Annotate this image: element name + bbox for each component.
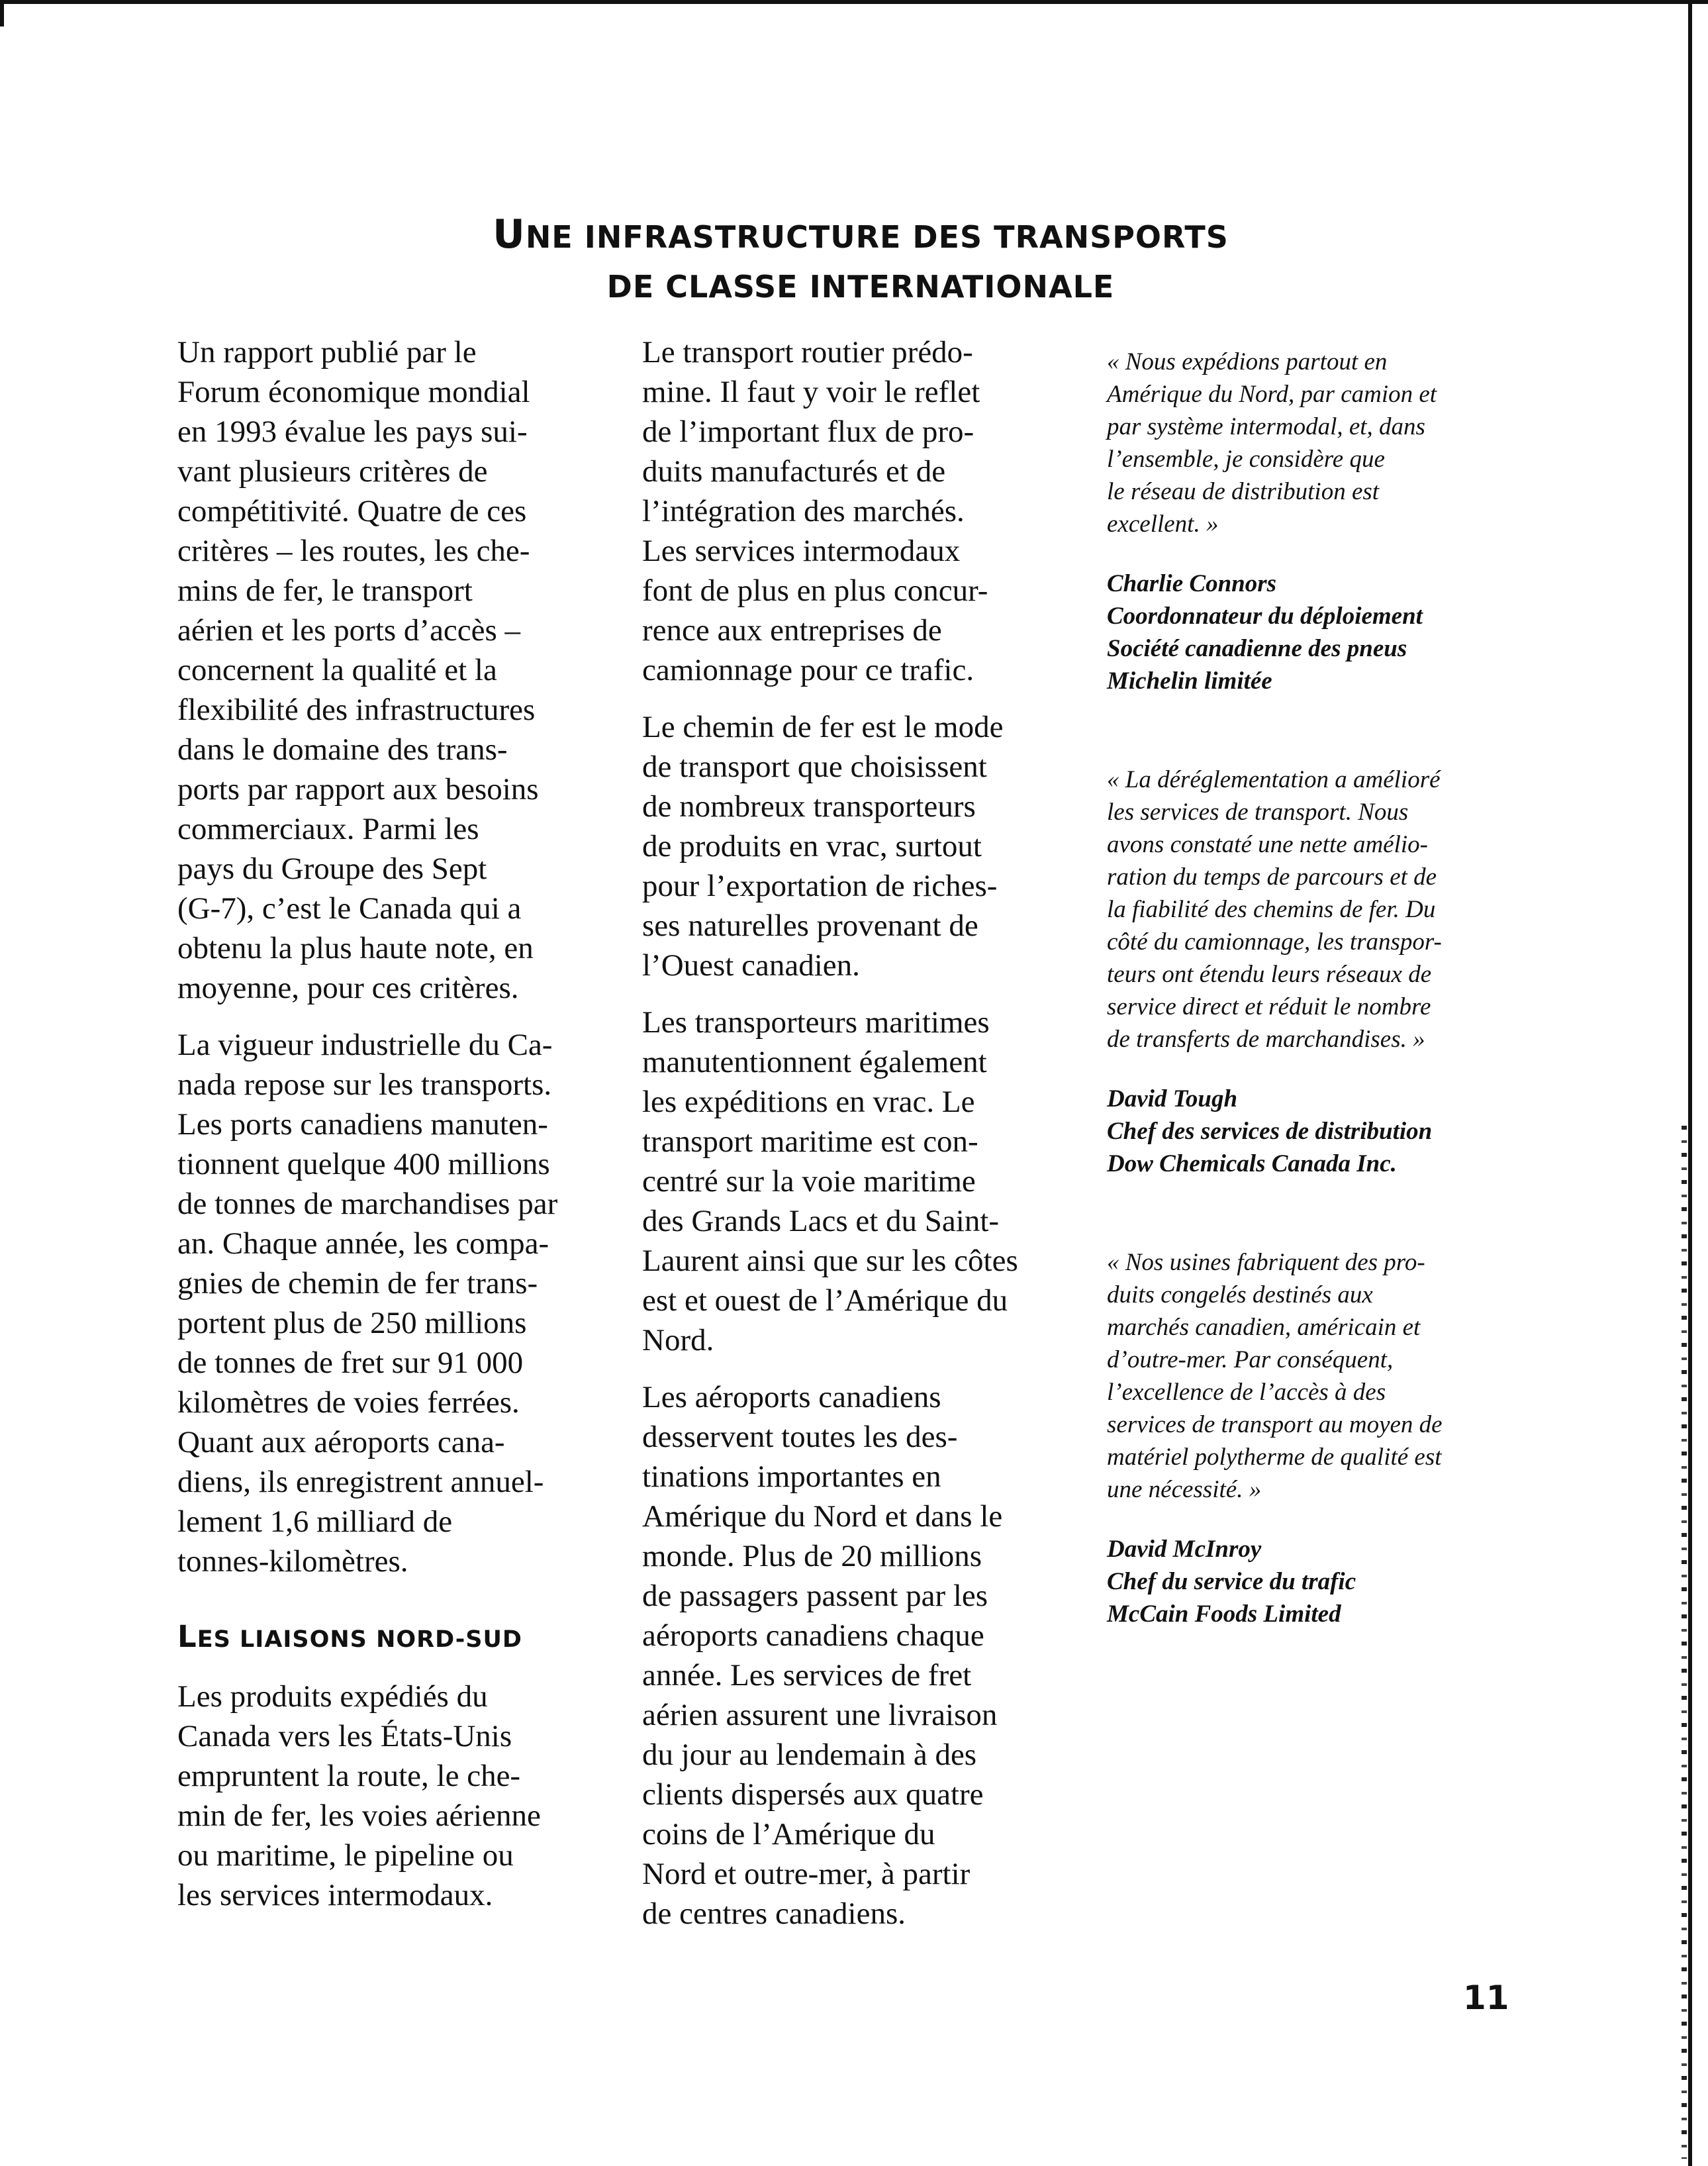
text-line: nada repose sur les transports. bbox=[177, 1067, 552, 1102]
text-line: diens, ils enregistrent annuel- bbox=[177, 1465, 544, 1499]
text-line: aéroports canadiens chaque bbox=[642, 1618, 984, 1653]
text-line: flexibilité des infrastructures bbox=[177, 693, 536, 727]
middle-column bbox=[642, 332, 1053, 1951]
text-line: tonnes-kilomètres. bbox=[177, 1544, 408, 1579]
text-line: « La déréglementation a amélioré bbox=[1107, 766, 1441, 793]
section-heading-initial: L bbox=[177, 1619, 197, 1654]
middle-paragraph-4 bbox=[642, 1377, 1053, 1934]
scan-corner-mark bbox=[0, 0, 4, 26]
text-line: desservent toutes les des- bbox=[642, 1420, 958, 1454]
text-line: Le transport routier prédo- bbox=[642, 335, 973, 369]
text-line: mine. Il faut y voir le reflet bbox=[642, 375, 980, 409]
text-line: monde. Plus de 20 millions bbox=[642, 1539, 982, 1573]
text-line: (G-7), c’est le Canada qui a bbox=[177, 891, 522, 926]
text-line: Le chemin de fer est le mode bbox=[642, 710, 1004, 744]
text-line: Nord et outre-mer, à partir bbox=[642, 1857, 971, 1891]
text-line: de transport que choisissent bbox=[642, 750, 987, 784]
text-line: mins de fer, le transport bbox=[177, 573, 473, 608]
quote-attribution bbox=[1107, 1083, 1511, 1180]
attribution-name: Charlie Connors bbox=[1107, 570, 1277, 597]
text-line: Les transporteurs maritimes bbox=[642, 1005, 990, 1040]
text-line: clients dispersés aux quatre bbox=[642, 1777, 984, 1812]
text-line: Laurent ainsi que sur les côtes bbox=[642, 1244, 1018, 1278]
left-column bbox=[177, 332, 588, 1932]
text-line: portent plus de 250 millions bbox=[177, 1306, 527, 1340]
text-line: de tonnes de marchandises par bbox=[177, 1187, 558, 1221]
text-line: vant plusieurs critères de bbox=[177, 454, 488, 489]
text-line: Les aéroports canadiens bbox=[642, 1380, 941, 1414]
text-line: ports par rapport aux besoins bbox=[177, 772, 539, 807]
text-line: de produits en vrac, surtout bbox=[642, 829, 982, 863]
text-line: compétitivité. Quatre de ces bbox=[177, 494, 527, 528]
quote-text bbox=[1107, 346, 1511, 540]
text-line: moyenne, pour ces critères. bbox=[177, 971, 519, 1005]
text-line: Quant aux aéroports cana- bbox=[177, 1425, 505, 1459]
text-line: teurs ont étendu leurs réseaux de bbox=[1107, 961, 1432, 988]
title-rest: NE INFRASTRUCTURE DES TRANSPORTS bbox=[525, 219, 1229, 255]
text-line: Les services intermodaux bbox=[642, 534, 961, 568]
left-paragraph-3 bbox=[177, 1677, 588, 1915]
text-line: matériel polytherme de qualité est bbox=[1107, 1444, 1442, 1471]
text-line: lement 1,6 milliard de bbox=[177, 1504, 453, 1539]
quote-attribution bbox=[1107, 567, 1511, 697]
text-line: la fiabilité des chemins de fer. Du bbox=[1107, 896, 1436, 923]
quote-attribution bbox=[1107, 1533, 1511, 1630]
text-line: min de fer, les voies aérienne bbox=[177, 1798, 541, 1833]
text-line: côté du camionnage, les transpor- bbox=[1107, 928, 1442, 956]
text-line: de l’important flux de pro- bbox=[642, 415, 974, 449]
text-line: critères – les routes, les che- bbox=[177, 534, 530, 568]
quote-block bbox=[1107, 763, 1511, 1180]
text-line: Amérique du Nord et dans le bbox=[642, 1499, 1003, 1534]
text-line: an. Chaque année, les compa- bbox=[177, 1226, 549, 1261]
text-line: ses naturelles provenant de bbox=[642, 909, 978, 943]
scan-top-border bbox=[0, 0, 1708, 4]
text-line: de nombreux transporteurs bbox=[642, 789, 976, 824]
text-line: les services de transport. Nous bbox=[1107, 799, 1409, 826]
text-line: de transferts de marchandises. » bbox=[1107, 1026, 1425, 1053]
text-line: de centres canadiens. bbox=[642, 1896, 906, 1931]
text-line: centré sur la voie maritime bbox=[642, 1164, 976, 1199]
attribution-title: Chef du service du trafic bbox=[1107, 1568, 1356, 1595]
text-line: l’Ouest canadien. bbox=[642, 948, 860, 983]
attribution-name: David McInroy bbox=[1107, 1536, 1262, 1563]
text-line: une nécessité. » bbox=[1107, 1476, 1262, 1503]
text-line: ou maritime, le pipeline ou bbox=[177, 1838, 514, 1873]
text-line: pays du Groupe des Sept bbox=[177, 852, 487, 886]
text-line: Canada vers les États-Unis bbox=[177, 1719, 512, 1753]
attribution-company: Dow Chemicals Canada Inc. bbox=[1107, 1150, 1397, 1177]
text-line: les services intermodaux. bbox=[177, 1878, 493, 1912]
scan-right-border bbox=[1688, 0, 1692, 2166]
text-line: camionnage pour ce trafic. bbox=[642, 653, 974, 687]
text-line: « Nos usines fabriquent des pro- bbox=[1107, 1249, 1425, 1276]
text-line: manutentionnent également bbox=[642, 1045, 987, 1079]
text-line: La vigueur industrielle du Ca- bbox=[177, 1028, 553, 1062]
attribution-company: Société canadienne des pneus bbox=[1107, 635, 1407, 662]
text-line: « Nous expédions partout en bbox=[1107, 348, 1388, 375]
text-line: de passagers passent par les bbox=[642, 1579, 988, 1613]
quote-text bbox=[1107, 763, 1511, 1056]
text-line: obtenu la plus haute note, en bbox=[177, 931, 534, 965]
section-heading-liaisons bbox=[177, 1617, 588, 1659]
text-line: d’outre-mer. Par conséquent, bbox=[1107, 1346, 1394, 1373]
text-line: tionnent quelque 400 millions bbox=[177, 1147, 550, 1181]
left-paragraph-2 bbox=[177, 1025, 588, 1581]
text-line: avons constaté une nette amélio- bbox=[1107, 831, 1428, 858]
title-initial: U bbox=[493, 211, 526, 258]
text-line: Nord. bbox=[642, 1323, 714, 1357]
scan-edge-artifact bbox=[1682, 1126, 1687, 2159]
text-line: année. Les services de fret bbox=[642, 1658, 972, 1693]
text-line: pour l’exportation de riches- bbox=[642, 869, 998, 903]
middle-paragraph-3 bbox=[642, 1003, 1053, 1360]
text-line: par système intermodal, et, dans bbox=[1107, 413, 1425, 440]
page-title-line-1 bbox=[397, 211, 1324, 258]
text-line: le réseau de distribution est bbox=[1107, 478, 1380, 505]
page-title-line-2: DE CLASSE INTERNATIONALE bbox=[606, 269, 1115, 305]
text-line: duits congelés destinés aux bbox=[1107, 1281, 1373, 1308]
text-line: empruntent la route, le che- bbox=[177, 1759, 521, 1793]
left-paragraph-1 bbox=[177, 332, 588, 1008]
attribution-title: Coordonnateur du déploiement bbox=[1107, 603, 1423, 630]
text-line: excellent. » bbox=[1107, 511, 1219, 538]
text-line: aérien et les ports d’accès – bbox=[177, 613, 521, 648]
quote-text bbox=[1107, 1246, 1511, 1506]
text-line: gnies de chemin de fer trans- bbox=[177, 1266, 538, 1301]
text-line: de tonnes de fret sur 91 000 bbox=[177, 1346, 524, 1380]
attribution-name: David Tough bbox=[1107, 1085, 1238, 1112]
text-line: du jour au lendemain à des bbox=[642, 1738, 977, 1772]
section-heading-rest: ES LIAISONS NORD-SUD bbox=[197, 1626, 522, 1653]
attribution-title: Chef des services de distribution bbox=[1107, 1118, 1433, 1145]
text-line: Amérique du Nord, par camion et bbox=[1107, 381, 1437, 408]
text-line: dans le domaine des trans- bbox=[177, 732, 508, 767]
text-line: les expéditions en vrac. Le bbox=[642, 1085, 975, 1119]
text-line: tinations importantes en bbox=[642, 1459, 941, 1494]
text-line: Les produits expédiés du bbox=[177, 1679, 488, 1714]
attribution-company: Michelin limitée bbox=[1107, 667, 1272, 695]
text-line: coins de l’Amérique du bbox=[642, 1817, 935, 1851]
middle-paragraph-2 bbox=[642, 707, 1053, 985]
quote-block bbox=[1107, 346, 1511, 697]
text-line: services de transport au moyen de bbox=[1107, 1411, 1443, 1438]
quote-block bbox=[1107, 1246, 1511, 1630]
middle-paragraph-1 bbox=[642, 332, 1053, 690]
text-line: est et ouest de l’Amérique du bbox=[642, 1283, 1008, 1318]
text-line: rence aux entreprises de bbox=[642, 613, 942, 648]
text-line: aérien assurent une livraison bbox=[642, 1698, 998, 1732]
text-line: marchés canadien, américain et bbox=[1107, 1314, 1421, 1341]
text-line: Forum économique mondial bbox=[177, 375, 530, 409]
text-line: en 1993 évalue les pays sui- bbox=[177, 415, 528, 449]
text-line: Un rapport publié par le bbox=[177, 335, 477, 369]
text-line: kilomètres de voies ferrées. bbox=[177, 1385, 520, 1420]
text-line: Les ports canadiens manuten- bbox=[177, 1107, 548, 1142]
text-line: l’intégration des marchés. bbox=[642, 494, 965, 528]
text-line: service direct et réduit le nombre bbox=[1107, 993, 1431, 1020]
text-line: transport maritime est con- bbox=[642, 1124, 978, 1159]
text-line: concernent la qualité et la bbox=[177, 653, 497, 687]
text-line: des Grands Lacs et du Saint- bbox=[642, 1204, 1000, 1238]
text-line: commerciaux. Parmi les bbox=[177, 812, 479, 846]
page-number: 11 bbox=[1463, 1979, 1509, 2017]
text-line: l’excellence de l’accès à des bbox=[1107, 1379, 1386, 1406]
text-line: ration du temps de parcours et de bbox=[1107, 863, 1437, 891]
text-line: l’ensemble, je considère que bbox=[1107, 446, 1385, 473]
text-line: duits manufacturés et de bbox=[642, 454, 946, 489]
attribution-company: McCain Foods Limited bbox=[1107, 1600, 1341, 1628]
text-line: font de plus en plus concur- bbox=[642, 573, 988, 608]
right-column-quotes bbox=[1107, 346, 1511, 1697]
